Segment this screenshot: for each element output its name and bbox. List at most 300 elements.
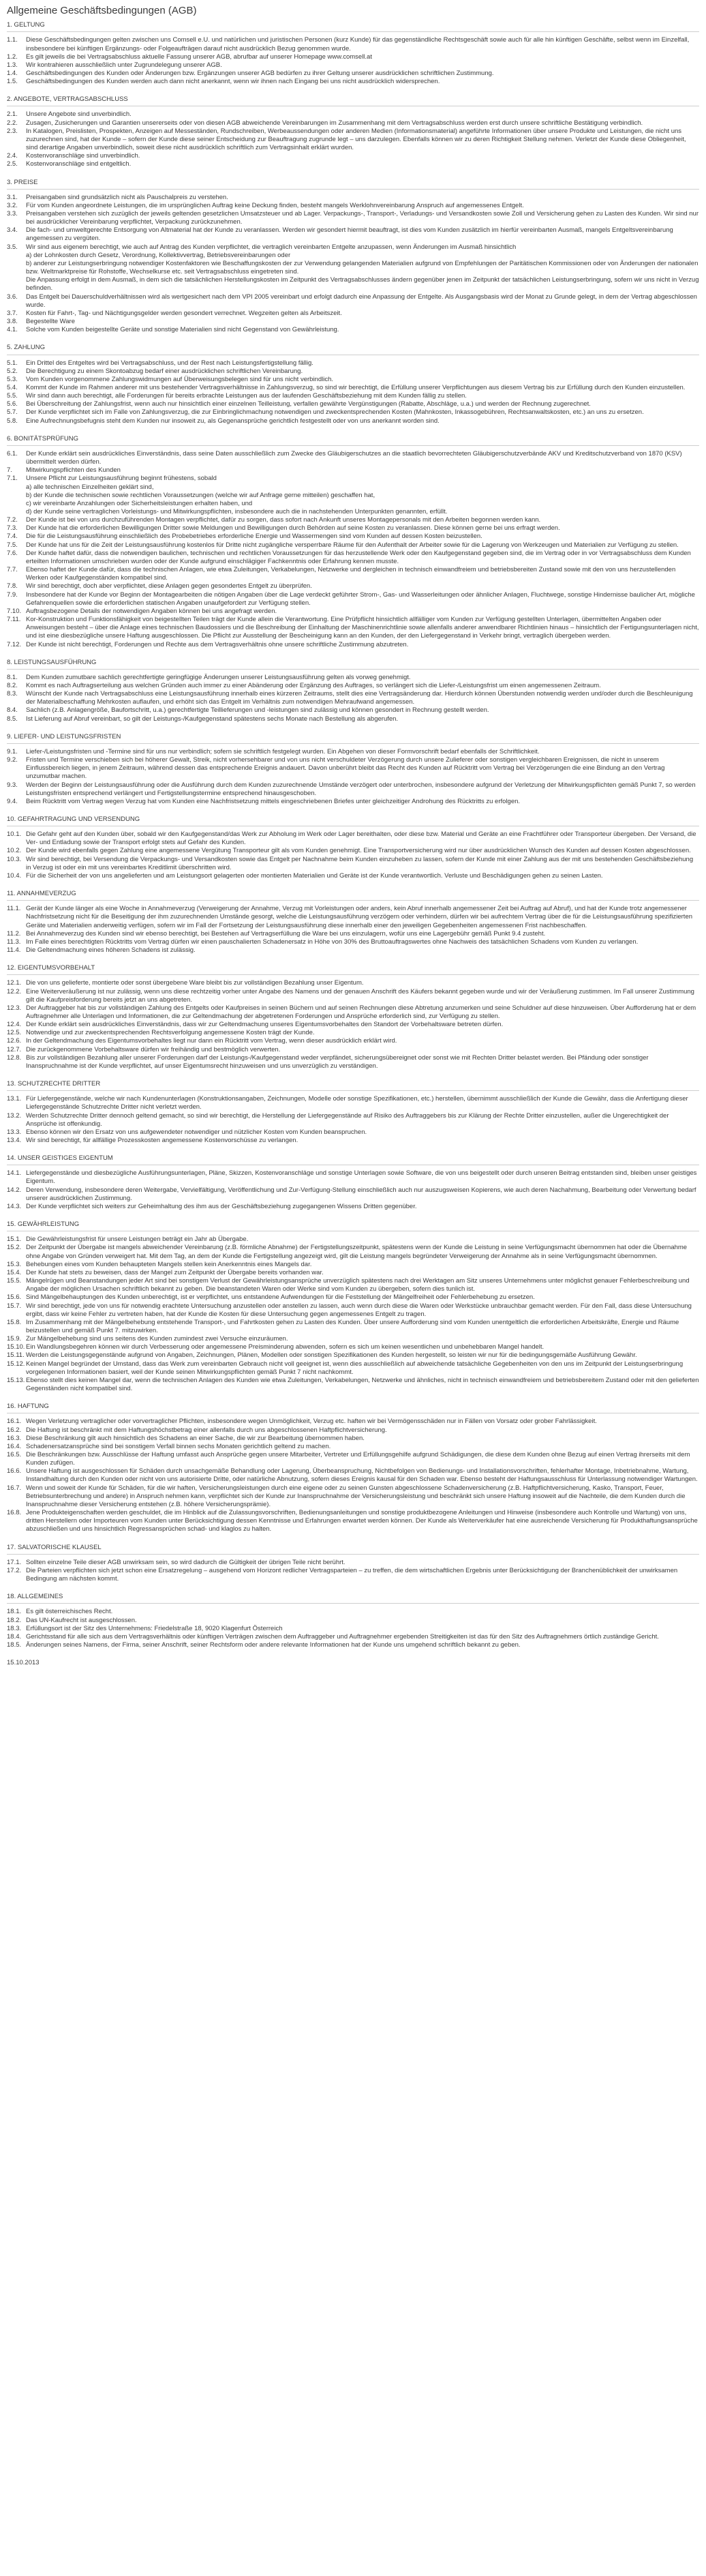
clause-item [7, 938, 699, 946]
agb-section [7, 1220, 699, 1393]
clause-number: 7.1. [7, 475, 18, 483]
section-heading: 5. ZAHLUNG [7, 344, 699, 355]
clause-text: Das Entgelt bei Dauerschuldverhältnissen wird als wertgesichert nach dem VPI 2005 vereinbart und erfolgt dadurch eine Anpassung der Entgelte. Als Ausgangsbasis wird der Monat zu Grunde gelegt, in dem der Vertrag abgeschlossen wurde. [26, 293, 697, 309]
clause-item [7, 318, 699, 326]
clause-number: 14.3. [7, 1202, 22, 1210]
clause-text: Werden die Leistungsgegenstände aufgrund von Angaben, Zeichnungen, Plänen, Modellen oder sonstigen Spezifikationen des Kunden hergestellt, so leisten wir nur für die bedingungsgemäße Ausführung Gewähr. [26, 1351, 637, 1360]
clause-list [7, 110, 699, 168]
clause-item [7, 202, 699, 210]
clause-number: 2.4. [7, 152, 18, 160]
clause-item [7, 1244, 699, 1260]
clause-text: Behebungen eines vom Kunden behaupteten Mangels stellen kein Anerkenntnis eines Mangels dar. [26, 1260, 312, 1268]
clause-item [7, 830, 699, 847]
clause-item [7, 1319, 699, 1335]
clause-text: Der Kunde erklärt sein ausdrückliches Einverständnis, dass seine Daten ausschließlich zum Zwecke des Gläubigerschutzes an die staatlich bevorrechteten Gläubigerschutzverbände AKV und Kreditschutzverband von 1870 (KSV) übermittelt werden dürfen. [26, 449, 682, 466]
clause-item [7, 566, 699, 582]
clause-item [7, 856, 699, 872]
clause-number: 15.10. [7, 1343, 25, 1351]
agb-section [7, 1593, 699, 1649]
clause-item [7, 326, 699, 334]
clause-number: 18.2. [7, 1616, 22, 1624]
clause-text: Unsere Pflicht zur Leistungsausführung beginnt frühestens, sobald a) alle technischen Einzelheiten geklärt sind, b) der Kunde die technischen sowie rechtlichen Voraussetzungen (welche wir auf Anfrage gerne mitteilen) geschaffen hat, c) wir vereinbarte Anzahlungen oder Sicherheitsleistungen erhalten haben, und d) der Kunde seine vertraglichen Vorleistungs- und Mitwirkungspflichten, insbesondere auch die in nachstehenden Unterpunkten genannten, erfüllt. [26, 475, 448, 515]
clause-item [7, 1567, 699, 1583]
agb-section [7, 344, 699, 425]
clause-text: Änderungen seines Namens, der Firma, seiner Anschrift, seiner Rechtsform oder andere relevante Informationen hat der Kunde uns umgehend schriftlich bekannt zu geben. [26, 1641, 521, 1649]
clause-item [7, 78, 699, 86]
clause-number: 15.5. [7, 1277, 22, 1285]
section-heading: 10. GEFAHRTRAGUNG UND VERSENDUNG [7, 815, 699, 826]
clause-number: 12.1. [7, 979, 22, 987]
clause-text: Erfüllungsort ist der Sitz des Unternehmens: Friedelstraße 18, 9020 Klagenfurt Österreich [26, 1624, 283, 1632]
clause-text: Diese Geschäftsbedingungen gelten zwischen uns Comsell e.U. und natürlichen und juristischen Personen (kurz Kunde) für das gegenständliche Rechtsgeschäft sowie auch für alle hin künftigen Geschäfte, selbst wenn im Einzelfall, insbesondere bei künftigen Ergänzungs- oder Folgeaufträgen darauf nicht ausdrücklich Bezug genommen wurde. [26, 36, 690, 53]
clause-text: Kor-Konstruktion und Funktionsfähigkeit von beigestellten Teilen trägt der Kunde allein die Verantwortung. Eine Prüfpflicht hinsichtlich allfälliger vom Kunden zur Verfügung gestellten Unterlagen, übermittelten Angaben oder Anweisungen besteht – über die Anlage eines technischen Baudossiers und die Beschreibung der Einhaltung der Maschinenrichtlinie sowie allenfalls anderer anwendbarer Richtlinien hinaus – hinsichtlich der Fertigungsunterlagen nicht, und ist eine diesbezügliche unsere Haftung ausgeschlossen. Die Pflicht zur Ausstellung der Bescheinigung kann an den Kunden, der den Liefergegenstand in Verkehr bringt, vertraglich übergeben werden. [26, 616, 699, 640]
clause-text: Kostenvoranschläge sind unverbindlich. [26, 152, 140, 160]
clause-text: Werden der Beginn der Leistungsausführung oder die Ausführung durch dem Kunden zuzurechnende Umstände verzögert oder unterbrochen, insbesondere aufgrund der Verletzung der Mitwirkungspflichten gemäß Punkt 7, so werden Leistungsfristen entsprechend verlängert und Fertigstellungstermine entsprechend hinausgeschoben. [26, 781, 696, 797]
clause-number: 8.1. [7, 673, 18, 681]
clause-text: Kostenvoranschläge sind entgeltlich. [26, 160, 132, 168]
clause-item [7, 1137, 699, 1145]
clause-item [7, 1335, 699, 1343]
clause-number: 11.2. [7, 929, 21, 938]
clause-item [7, 392, 699, 400]
clause-item [7, 905, 699, 929]
clause-item [7, 1484, 699, 1509]
clause-text: Preisangaben verstehen sich zuzüglich der jeweils geltenden gesetzlichen Umsatzsteuer und ab Lager. Verpackungs-, Transport-, Verladungs- und Versandkosten sowie Zoll und Versicherung gehen zu Lasten des Kunden. Wir sind nur bei ausdrücklicher Vereinbarung verpflichtet, Verpackung zurückzunehmen. [26, 210, 699, 226]
clause-text: Bei Annahmeverzug des Kunden sind wir ebenso berechtigt, bei Bestehen auf Vertragserfüllung die Ware bei uns einzulagern, wofür uns eine Lagergebühr gemäß Punkt 9.4 zusteht. [26, 929, 546, 938]
clause-number: 16.8. [7, 1509, 22, 1517]
clause-list [7, 1418, 699, 1533]
clause-text: Kosten für Fahrt-, Tag- und Nächtigungsgelder werden gesondert verrechnet. Wegzeiten gelten als Arbeitszeit. [26, 309, 342, 317]
clause-number: 6.1. [7, 449, 18, 458]
clause-item [7, 1128, 699, 1137]
clause-text: Beim Rücktritt vom Vertrag wegen Verzug hat vom Kunden eine Nachfristsetzung mittels eingeschriebenen Briefes unter gleichzeitiger Androhung des Rücktritts zu erfolgen. [26, 797, 521, 805]
clause-text: Der Zeitpunkt der Übergabe ist mangels abweichender Vereinbarung (z.B. förmliche Abnahme) der Fertigstellungszeitpunkt, spätestens wenn der Kunde die Leistung in seine Verfügungsmacht übernommen hat oder die Übernahme ohne Angabe von Gründen verweigert hat. Mit dem Tag, an dem der Kunde die Fertigstellung angezeigt wird, gilt die Leistung mangels begründeter Verweigerung der Annahme als in seine Verfügungsmacht übernommen. [26, 1244, 688, 1260]
clause-text: Ist Lieferung auf Abruf vereinbart, so gilt der Leistungs-/Kaufgegenstand spätestens sechs Monate nach Bestellung als abgerufen. [26, 715, 399, 723]
clause-number: 3.5. [7, 243, 18, 251]
clause-item [7, 466, 699, 475]
clause-list [7, 450, 699, 649]
clause-item [7, 591, 699, 608]
clause-number: 14.1. [7, 1169, 22, 1178]
clause-item [7, 1633, 699, 1641]
clause-number: 9.3. [7, 781, 18, 789]
agb-section [7, 1403, 699, 1533]
clause-number: 15.12. [7, 1360, 25, 1368]
clause-number: 15.13. [7, 1376, 25, 1384]
clause-item [7, 1261, 699, 1269]
section-heading: 12. EIGENTUMSVORBEHALT [7, 964, 699, 975]
clause-number: 7.5. [7, 541, 18, 549]
clause-item [7, 1625, 699, 1633]
clause-number: 8.4. [7, 706, 18, 715]
clause-text: Mängelrügen und Beanstandungen jeder Art sind bei sonstigem Verlust der Gewährleistungsansprüche unverzüglich spätestens nach drei Werktagen am Sitz unseres Unternehmens unter möglichst genauer Fehlerbeschreibung und Angabe der möglichen Ursachen schriftlich bekannt zu geben. Die beanstandeten Waren oder Werke sind vom Kunden zu übergeben, sofern dies tunlich ist. [26, 1277, 690, 1293]
clause-text: Sollten einzelne Teile dieser AGB unwirksam sein, so wird dadurch die Gültigkeit der übrigen Teile nicht berührt. [26, 1558, 346, 1566]
clause-text: Der Auftraggeber hat bis zur vollständigen Zahlung des Entgelts oder Kaufpreises in seinen Büchern und auf seinen Rechnungen diese Abtretung anzumerken und seine Schuldner auf diese hinzuweisen. Über Aufforderung hat er dem Auftragnehmer alle Unterlagen und Informationen, die zur Geltendmachung der abgetretenen Forderungen und Ansprüche erforderlich sind, zur Verfügung zu stellen. [26, 1004, 696, 1020]
clause-text: Insbesondere hat der Kunde vor Beginn der Montagearbeiten die nötigen Angaben über die Lage verdeckt geführter Strom-, Gas- und Wasserleitungen oder ähnlicher Anlagen, Fluchtwege, sonstige Hindernisse baulicher Art, mögliche Gefahrenquellen sowie die erforderlichen statischen Angaben unaufgefordert zur Verfügung stellen. [26, 590, 695, 607]
agb-section [7, 815, 699, 880]
clause-text: Bei Überschreitung der Zahlungsfrist, wenn auch nur hinsichtlich einer einzelnen Teilleistung, verfallen gewährte Vergünstigungen (Rabatte, Abschläge, u.a.) und werden der Rechnung zugerechnet. [26, 400, 591, 408]
clause-text: Für die Sicherheit der von uns angelieferten und am Leistungsort gelagerten oder montierten Materialien und Geräte ist der Kunde verantwortlich. Verluste und Beschädigungen gehen zu seinen Lasten. [26, 871, 603, 880]
clause-text: Kommt der Kunde im Rahmen anderer mit uns bestehender Vertragsverhältnisse in Zahlungsverzug, so sind wir berechtigt, die Erfüllung unserer Verpflichtungen aus diesem Vertrag bis zur Erfüllung durch den Kunden einzustellen. [26, 383, 686, 391]
clause-number: 12.6. [7, 1037, 22, 1045]
clause-number: 10.1. [7, 830, 22, 839]
clause-text: Im Falle eines berechtigten Rücktritts vom Vertrag dürfen wir einen pauschalierten Schadenersatz in Höhe von 30% des Bruttoauftragswertes ohne Nachweis des tatsächlichen Schadens vom Kunden zu verlangen. [26, 938, 639, 946]
clause-item [7, 70, 699, 78]
clause-text: Auftragsbezogene Details der notwendigen Angaben können bei uns angefragt werden. [26, 607, 277, 615]
clause-text: Die Haftung ist beschränkt mit dem Haftungshöchstbetrag einer allenfalls durch uns abgeschlossenen Haftpflichtversicherung. [26, 1426, 387, 1434]
clause-text: Geschäftsbedingungen des Kunden werden auch dann nicht anerkannt, wenn wir ihnen nach Eingang bei uns nicht ausdrücklich widersprechen. [26, 78, 440, 86]
clause-number: 15.11. [7, 1351, 25, 1360]
clause-item [7, 798, 699, 806]
clause-number: 16.4. [7, 1442, 22, 1450]
clause-item [7, 1186, 699, 1203]
agb-section [7, 95, 699, 168]
agb-section [7, 733, 699, 806]
clause-number: 4.1. [7, 326, 18, 334]
clause-number: 10.2. [7, 847, 22, 855]
clause-text: Gerichtsstand für alle sich aus dem Vertragsverhältnis oder künftigen Verträgen zwischen dem Auftraggeber und Auftragnehmer ergebenden Streitigkeiten ist das für den Sitz des Auftragnehmers örtlich zuständige Gericht. [26, 1632, 659, 1641]
clause-text: In Katalogen, Preislisten, Prospekten, Anzeigen auf Messeständen, Rundschreiben, Werbeaussendungen oder anderen Medien (Informationsmaterial) angeführte Informationen über unsere Produkte und Leistungen, die nicht uns zuzurechnen sind, hat der Kunde – sofern der Kunde diese seiner Entscheidung zur Beauftragung zugrunde legt – uns darzulegen. Ebenfalls können wir zu deren Richtigkeit Stellung nehmen. Verletzt der Kunde diese Obliegenheit, sind derartige Angaben unverbindlich, soweit diese nicht ausdrücklich schriftlich zum Vertragsinhalt erklärt wurden. [26, 127, 686, 152]
clause-item [7, 243, 699, 293]
clause-item [7, 847, 699, 855]
clause-number: 3.3. [7, 210, 18, 218]
clause-item [7, 516, 699, 524]
clause-text: Die fach- und umweltgerechte Entsorgung von Altmaterial hat der Kunde zu veranlassen. Werden wir gesondert hiermit beauftragt, ist dies vom Kunden zusätzlich im hierfür vereinbarten Ausmaß, mangels Entgeltsvereinbarung angemessen zu vergüten. [26, 226, 673, 243]
clause-item [7, 1203, 699, 1211]
clause-text: Der Kunde verpflichtet sich im Falle von Zahlungsverzug, die zur Einbringlichmachung notwendigen und zweckentsprechenden Kosten (Mahnkosten, Inkassogebühren, Rechtsanwaltskosten, etc.) an uns zu ersetzen. [26, 408, 644, 417]
clause-item [7, 1360, 699, 1377]
clause-text: Die von uns gelieferte, montierte oder sonst übergebene Ware bleibt bis zur vollständigen Bezahlung unser Eigentum. [26, 979, 364, 987]
section-heading: 3. PREISE [7, 179, 699, 190]
clause-item [7, 674, 699, 682]
clause-number: 12.4. [7, 1021, 22, 1029]
clause-item [7, 608, 699, 616]
agb-section [7, 890, 699, 955]
clause-text: In der Geltendmachung des Eigentumsvorbehaltes liegt nur dann ein Rücktritt vom Vertrag, wenn dieser ausdrücklich erklärt wird. [26, 1037, 397, 1045]
agb-section [7, 21, 699, 86]
clause-number: 11.3. [7, 938, 21, 946]
clause-number: 7.3. [7, 524, 18, 533]
clause-item [7, 1021, 699, 1029]
clause-item [7, 119, 699, 128]
clause-number: 15.4. [7, 1268, 22, 1276]
clause-list [7, 1608, 699, 1649]
section-heading: 8. LEISTUNGSAUSFÜHRUNG [7, 659, 699, 670]
clause-text: Die Geltendmachung eines höheren Schadens ist zulässig. [26, 946, 196, 955]
clause-number: 3.4. [7, 226, 18, 235]
clause-item [7, 1641, 699, 1649]
clause-text: Vom Kunden vorgenommene Zahlungswidmungen auf Überweisungsbelegen sind für uns nicht verbindlich. [26, 375, 333, 383]
clause-text: Liefergegenstände und diesbezügliche Ausführungsunterlagen, Pläne, Skizzen, Kostenvoranschläge und sonstige Unterlagen sowie Software, die von uns beigestellt oder durch unseren Beitrag entstanden sind, bleiben unser geistiges Eigentum. [26, 1169, 697, 1186]
clause-item [7, 1269, 699, 1277]
clause-item [7, 550, 699, 566]
clause-text: Die Gefahr geht auf den Kunden über, sobald wir den Kaufgegenstand/das Werk zur Abholung im Werk oder Lager bereithalten, oder diese bzw. Material und Geräte an eine Frachtführer oder Transporteur übergeben. Der Versand, die Ver- und Entladung sowie der Transport erfolgt stets auf Gefahr des Kunden. [26, 830, 696, 847]
agb-section [7, 659, 699, 723]
clause-text: Bis zur vollständigen Bezahlung aller unserer Forderungen darf der Leistungs-/Kaufgegenstand weder verpfändet, sicherungsübereignet oder sonst wie mit Rechten Dritter belastet werden. Bei Pfändung oder sonstiger Inanspruchnahme ist der Kunde verpflichtet, auf unser Eigentumsrecht hinzuweisen und uns unverzüglich zu verständigen. [26, 1053, 649, 1070]
clause-text: Es gilt österreichisches Recht. [26, 1608, 113, 1616]
clause-text: Zusagen, Zusicherungen und Garantien unsererseits oder von diesen AGB abweichende Vereinbarungen im Zusammenhang mit dem Vertragsabschluss werden erst durch unsere schriftliche Bestätigung verbindlich. [26, 119, 643, 127]
clause-item [7, 979, 699, 987]
clause-item [7, 36, 699, 53]
clause-number: 18.4. [7, 1632, 22, 1641]
clause-item [7, 160, 699, 168]
clause-text: Das UN-Kaufrecht ist ausgeschlossen. [26, 1616, 137, 1624]
page-title: Allgemeine Geschäftsbedingungen (AGB) [7, 5, 197, 16]
clause-number: 5.2. [7, 367, 18, 375]
clause-number: 8.3. [7, 690, 18, 698]
clause-number: 7.6. [7, 549, 18, 557]
clause-text: Der Kunde hat stets zu beweisen, dass der Mangel zum Zeitpunkt der Übergabe bereits vorhanden war. [26, 1268, 324, 1276]
clause-item [7, 781, 699, 798]
clause-number: 14.2. [7, 1186, 22, 1194]
clause-number: 2.2. [7, 119, 18, 127]
clause-text: Der Kunde haftet dafür, dass die notwendigen baulichen, technischen und rechtlichen Voraussetzungen für das herzustellende Werk oder den Kaufgegenstand gegeben sind, die im Vertrag oder in vor Vertragsabschluss dem Kunden erteilten Informationen umschrieben wurden oder der Kunde aufgrund einschlägiger Fachkenntnis oder Erfahrung kennen musste. [26, 549, 691, 565]
section-heading: 14. UNSER GEISTIGES EIGENTUM [7, 1154, 699, 1165]
clause-item [7, 988, 699, 1004]
section-heading: 15. GEWÄHRLEISTUNG [7, 1220, 699, 1231]
clause-text: Gerät der Kunde länger als eine Woche in Annahmeverzug (Verweigerung der Annahme, Verzug mit Vorleistungen oder anders, kein Abruf innerhalb angemessener Zeit bei Auftrag auf Abruf), und hat der Kunde trotz angemessener Nachfristsetzung nicht für die Beseitigung der ihm zuzurechnenden Umstände gesorgt, welche die Leistungsausführung verzögern oder verhindern, dürfen wir bei aufrechtem Vertrag über die für die Leistungsausführung spezifizierten Geräte und Materialien anderweitig verfügen, sofern wir im Fall der Fortsetzung der Leistungsausführung diese innerhalb einer den jeweiligen Gegebenheiten angemessenen Frist nachbeschaffen. [26, 905, 693, 929]
clause-text: Wir sind berechtigt, jede von uns für notwendig erachtete Untersuchung anzustellen oder anstellen zu lassen, auch wenn durch diese die Waren oder Werkstücke unbrauchbar gemacht werden. Für den Fall, dass diese Untersuchung ergibt, dass wir keine Fehler zu vertreten haben, hat der Kunde die Kosten für diese Untersuchung gegen angemessenes Entgelt zu tragen. [26, 1302, 692, 1318]
clause-list [7, 36, 699, 86]
agb-section [7, 435, 699, 649]
clause-item [7, 376, 699, 384]
clause-number: 7.9. [7, 590, 18, 599]
clause-item [7, 384, 699, 392]
clause-number: 5.7. [7, 408, 18, 417]
clause-number: 15.7. [7, 1302, 22, 1310]
clause-text: Jene Produkteigenschaften werden geschuldet, die im Hinblick auf die Zulassungsvorschriften, Bedienungsanleitungen und sonstige produktbezogene Anleitungen und Hinweise (insbesondere auch Kontrolle und Wartung) von uns, dritten Herstellern oder Importeuren vom Kunden unter Berücksichtigung dessen Kenntnisse und Erfahrungen erwartet werden können. Der Kunde als Weiterverkäufer hat eine ausreichende Versicherung für Produkthaftungsansprüche abzuschließen und uns hinsichtlich Regressansprüchen schad- und klaglos zu halten. [26, 1509, 698, 1533]
clause-number: 7.2. [7, 516, 18, 524]
clause-list [7, 905, 699, 955]
clause-item [7, 400, 699, 408]
clause-number: 7.11. [7, 616, 21, 624]
clause-item [7, 1302, 699, 1319]
clause-number: 15.6. [7, 1293, 22, 1302]
clause-item [7, 1351, 699, 1360]
clause-number: 16.5. [7, 1451, 22, 1458]
document-date: 15.10.2013 [7, 1659, 40, 1667]
clause-item [7, 690, 699, 706]
clause-number: 16.7. [7, 1484, 22, 1492]
clause-text: Die für die Leistungsausführung einschließlich des Probebetriebes erforderliche Energie und Wassermengen sind vom Kunden auf dessen Kosten beizustellen. [26, 533, 482, 541]
clause-item [7, 210, 699, 226]
clause-list [7, 979, 699, 1070]
clause-text: Wir sind berechtigt, für allfällige Prozesskosten angemessene Kostenvorschüsse zu verlangen. [26, 1137, 298, 1144]
clause-text: Der Kunde erklärt sein ausdrückliches Einverständnis, dass wir zur Geltendmachung unseres Eigentumsvorbehaltes den Standort der Vorbehaltsware betreten dürfen. [26, 1021, 504, 1029]
clause-number: 15.2. [7, 1244, 22, 1252]
clause-list [7, 359, 699, 425]
clause-item [7, 1418, 699, 1426]
clause-number: 15.3. [7, 1260, 22, 1268]
clause-item [7, 582, 699, 590]
clause-text: Diese Beschränkung gilt auch hinsichtlich des Schadens an einer Sache, die wir zur Bearbeitung übernommen haben. [26, 1434, 365, 1442]
clause-number: 8.2. [7, 681, 18, 689]
clause-item [7, 359, 699, 368]
clause-number: 8.5. [7, 715, 18, 723]
clause-item [7, 715, 699, 723]
clause-item [7, 1112, 699, 1128]
clause-text: Notwendige und zur zweckentsprechenden Rechtsverfolgung angemessene Kosten trägt der Kunde. [26, 1029, 315, 1037]
clause-number: 3.1. [7, 193, 18, 201]
clause-item [7, 1343, 699, 1351]
clause-number: 15.8. [7, 1318, 22, 1326]
clause-item [7, 1054, 699, 1070]
clause-item [7, 1443, 699, 1451]
clause-number: 2.1. [7, 110, 18, 119]
clause-item [7, 1169, 699, 1186]
agb-section [7, 1544, 699, 1584]
clause-text: Liefer-/Leistungsfristen und -Termine sind für uns nur verbindlich; sofern sie schriftlich festgelegt wurden. Ein Abgehen von dieser Formvorschrift bedarf ebenfalls der Schriftlichkeit. [26, 747, 540, 755]
clause-item [7, 930, 699, 938]
clause-number: 18.3. [7, 1624, 22, 1632]
clause-item [7, 756, 699, 781]
clause-text: Sachlich (z.B. Anlagengröße, Baufortschritt, u.a.) gerechtfertigte Teillieferungen und -leistungen sind zulässig und können gesondert in Rechnung gestellt werden. [26, 706, 489, 715]
section-heading: 18. ALLGEMEINES [7, 1593, 699, 1604]
clause-number: 17.2. [7, 1566, 22, 1574]
clause-text: Ebenso haftet der Kunde dafür, dass die technischen Anlagen, wie etwa Zuleitungen, Verkabelungen, Netzwerke und dergleichen in technisch einwandfreiem und betriebsbereiten Zustand sowie mit den von uns herzustellenden Werken oder Kaufgegenständen kompatibel sind. [26, 566, 676, 582]
clause-item [7, 226, 699, 243]
section-heading: 16. HAFTUNG [7, 1403, 699, 1413]
clause-item [7, 1004, 699, 1021]
clause-text: Deren Verwendung, insbesondere deren Weitergabe, Vervielfältigung, Veröffentlichung und Zur-Verfügung-Stellung einschließlich auch nur auszugsweisen Kopierens, wie auch deren Nachahmung, Bearbeitung oder Verwertung bedarf unserer ausdrücklichen Zustimmung. [26, 1186, 696, 1202]
clause-text: Geschäftsbedingungen des Kunden oder Änderungen bzw. Ergänzungen unserer AGB bedürfen zu ihrer Geltung unserer ausdrücklichen schriftlichen Zustimmung. [26, 69, 494, 77]
clause-item [7, 533, 699, 541]
clause-text: Zur Mängelbehebung sind uns seitens des Kunden zumindest zwei Versuche einzuräumen. [26, 1335, 288, 1343]
clause-number: 11.4. [7, 946, 21, 955]
clause-number: 1.4. [7, 69, 18, 77]
clause-text: Es gilt jeweils die bei Vertragsabschluss aktuelle Fassung unserer AGB, abrufbar auf unserer Homepage www.comsell.at [26, 53, 372, 61]
clause-number: 5.6. [7, 400, 18, 408]
clause-item [7, 110, 699, 119]
clause-text: Mitwirkungspflichten des Kunden [26, 466, 121, 475]
clause-text: Der Kunde wird ebenfalls gegen Zahlung eine angemessene Vergütung Transporteur gilt als vom Kunden genehmigt. Eine Transportversicherung wird nur über ausdrücklichen Wunsch des Kunden auf dessen Kosten abgeschlossen. [26, 847, 691, 855]
clause-text: Die Parteien verpflichten sich jetzt schon eine Ersatzregelung – ausgehend vom Horizont redlicher Vertragsparteien – zu treffen, die dem wirtschaftlichen Ergebnis unter Berücksichtigung der Branchenüblichkeit der unwirksamen Bedingung am nächsten kommt. [26, 1566, 678, 1583]
clause-item [7, 616, 699, 640]
clause-item [7, 872, 699, 880]
clause-number: 12.7. [7, 1045, 22, 1053]
clause-item [7, 1037, 699, 1045]
agb-section [7, 964, 699, 1070]
clause-number: 17.1. [7, 1558, 22, 1566]
clause-text: Unsere Angebote sind unverbindlich. [26, 110, 132, 119]
clause-number: 3.6. [7, 293, 18, 301]
clause-number: 3.8. [7, 318, 18, 326]
clause-text: Ein Wandlungsbegehren können wir durch Verbesserung oder angemessene Preisminderung abwenden, sofern es sich um keinen wesentlichen und unbehebbaren Mangel handelt. [26, 1343, 544, 1351]
clause-item [7, 682, 699, 690]
clause-number: 12.5. [7, 1029, 22, 1037]
clause-list [7, 748, 699, 806]
clause-item [7, 946, 699, 955]
clause-text: Preisangaben sind grundsätzlich nicht als Pauschalpreis zu verstehen. [26, 193, 228, 201]
clause-number: 13.4. [7, 1137, 22, 1144]
clause-text: Wenn und soweit der Kunde für Schäden, für die wir haften, Versicherungsleistungen durch eine eigene oder zu seinen Gunsten abgeschlossene Schadenversicherung (z.B. Haftpflichtversicherung, Kasko, Transport, Feuer, Betriebsunterbrechung und andere) in Anspruch nehmen kann, verpflichtet sich der Kunde zur Inanspruchnahme der Versicherungsleistung und beschränkt sich unsere Haftung insoweit auf die Nachteile, die dem Kunden durch die Inanspruchnahme dieser Versicherung entstehen (z.B. höhere Versicherungsprämie). [26, 1484, 686, 1508]
clause-item [7, 310, 699, 318]
clause-number: 7.8. [7, 582, 18, 590]
agb-section [7, 179, 699, 335]
clause-list [7, 1235, 699, 1393]
clause-list [7, 830, 699, 880]
clause-number: 10.4. [7, 871, 22, 880]
clause-text: Eine Aufrechnungsbefugnis steht dem Kunden nur insoweit zu, als Gegenansprüche gerichtlich festgestellt oder von uns anerkannt worden sind. [26, 417, 440, 425]
clause-text: Eine Weiterveräußerung ist nur zulässig, wenn uns diese rechtzeitig vorher unter Angabe des Namens und der genauen Anschrift des Käufers bekannt gegeben wurde und wir der Veräußerung zustimmen. Im Fall unserer Zustimmung gilt die Kaufpreisforderung bereits jetzt an uns abgetreten. [26, 987, 694, 1004]
clause-number: 5.4. [7, 383, 18, 391]
clause-item [7, 1046, 699, 1054]
clause-list [7, 674, 699, 723]
clause-item [7, 1451, 699, 1467]
clause-list [7, 1095, 699, 1145]
clause-item [7, 1617, 699, 1625]
clause-number: 3.7. [7, 309, 18, 317]
clause-item [7, 417, 699, 425]
clause-text: Fristen und Termine verschieben sich bei höherer Gewalt, Streik, nicht vorhersehbarer und von uns nicht verschuldeter Verzögerung durch unsere Zulieferer oder sonstigen vergleichbaren Ereignissen, die nicht in unserem Einflussbereich liegen, in jenem Zeitraum, während dessen das entsprechende Ereignis andauert. Davon unberührt bleibt das Recht des Kunden auf Rücktritt vom Vertrag bei Verzögerungen die eine Bindung an den Vertrag unzumutbar machen. [26, 756, 665, 781]
clause-number: 3.2. [7, 201, 18, 209]
clause-number: 18.5. [7, 1641, 22, 1649]
clause-item [7, 641, 699, 649]
clause-text: Begestellte Ware [26, 318, 75, 326]
clause-number: 5.3. [7, 375, 18, 383]
clause-number: 9.4. [7, 797, 18, 805]
clause-item [7, 293, 699, 310]
clause-item [7, 450, 699, 466]
clause-item [7, 1608, 699, 1616]
clause-number: 11.1. [7, 905, 21, 913]
clause-number: 16.2. [7, 1426, 22, 1434]
clause-number: 18.1. [7, 1608, 22, 1616]
clause-text: Sind Mängelbehauptungen des Kunden unberechtigt, ist er verpflichtet, uns entstandene Aufwendungen für die Feststellung der Mängelfreiheit oder Fehlerbehebung zu ersetzen. [26, 1293, 535, 1302]
clause-number: 1.1. [7, 36, 18, 44]
clause-item [7, 475, 699, 516]
clause-text: Wir sind dann auch berechtigt, alle Forderungen für bereits erbrachte Leistungen aus der laufenden Geschäftsbeziehung mit dem Kunden fällig zu stellen. [26, 392, 467, 400]
clause-item [7, 194, 699, 202]
clause-text: Für Liefergegenstände, welche wir nach Kundenunterlagen (Konstruktionsangaben, Zeichnungen, Modelle oder sonstige Spezifikationen, etc.) herstellen, übernimmt ausschließlich der Kunde die Gewähr, dass die Anfertigung dieser Liefergegenstände Schutzrechte Dritter nicht verletzt werden. [26, 1095, 688, 1111]
clause-item [7, 408, 699, 417]
clause-text: Die zurückgenommene Vorbehaltsware dürfen wir freihändig und bestmöglich verwerten. [26, 1045, 281, 1053]
clause-item [7, 1559, 699, 1567]
clause-text: Wir kontrahieren ausschließlich unter Zugrundelegung unserer AGB. [26, 61, 222, 69]
clause-text: Kommt es nach Auftragserteilung aus welchen Gründen auch immer zu einer Abänderung oder Ergänzung des Auftrages, so verlängert sich die Liefer-/Leistungsfrist um einen angemessenen Zeitraum. [26, 681, 601, 689]
clause-item [7, 152, 699, 160]
agb-section [7, 1154, 699, 1211]
section-heading: 6. BONITÄTSPRÜFUNG [7, 435, 699, 446]
clause-number: 7.4. [7, 533, 18, 541]
clause-text: Wir sind aus eigenem berechtigt, wie auch auf Antrag des Kunden verpflichtet, die vertraglich vereinbarten Entgelte anzupassen, wenn Änderungen im Ausmaß hinsichtlich a) der Lohnkosten durch Gesetz, Verordnung, Kollektivvertrag, Betriebsvereinbarungen oder b) anderer zur Leistungserbringung notwendiger Kostenfaktoren wie Beschaffungskosten der zur Verwendung gelangenden Materialien aufgrund von Empfehlungen der Paritätischen Kommissionen oder von Änderungen der nationalen bzw. Weltmarktpreise für Rohstoffe, Wechselkurse etc. seit Vertragsabschluss eingetreten sind. Die Anpassung erfolgt in dem Ausmaß, in dem sich die tatsächlichen Herstellungskosten im Zeitpunkt des Vertragsabschlusses ändern gegenüber jenen im Zeitpunkt der tatsächlichen Leistungserbringung, sofern wir uns nicht in Verzug befinden. [26, 243, 699, 293]
clause-list [7, 1169, 699, 1211]
clause-text: Für vom Kunden angeordnete Leistungen, die im ursprünglichen Auftrag keine Deckung finden, besteht mangels Werklohnvereinbarung Anspruch auf angemessenes Entgelt. [26, 201, 524, 209]
clause-item [7, 706, 699, 715]
clause-number: 13.1. [7, 1095, 22, 1103]
clause-number: 15.1. [7, 1235, 22, 1244]
clause-item [7, 1029, 699, 1037]
clause-text: Der Kunde ist nicht berechtigt, Forderungen und Rechte aus dem Vertragsverhältnis ohne unsere schriftliche Zustimmung abzutreten. [26, 640, 409, 648]
section-heading: 11. ANNAHMEVERZUG [7, 890, 699, 901]
clause-text: Der Kunde verpflichtet sich weiters zur Geheimhaltung des ihm aus der Geschäftsbeziehung zugegangenen Wissens Dritten gegenüber. [26, 1202, 417, 1210]
clause-text: Die Beschränkungen bzw. Ausschlüsse der Haftung umfasst auch Ansprüche gegen unsere Mitarbeiter, Vertreter und Erfüllungsgehilfe aufgrund Schädigungen, die diese dem Kunden ohne Bezug auf einen Vertrag ihrerseits mit dem Kunden zufügen. [26, 1451, 690, 1467]
clause-number: 7.10. [7, 607, 22, 615]
clause-item [7, 1235, 699, 1244]
clause-text: Ebenso stellt dies keinen Mangel dar, wenn die technischen Anlagen des Kunden wie etwa Zuleitungen, Verkabelungen, Netzwerke und ähnliches, nicht in technisch einwandfreiem und betriebsbereitem Zustand oder mit den gelieferten Gegenständen nicht kompatibel sind. [26, 1376, 699, 1393]
clause-number: 7.12. [7, 640, 22, 648]
clause-number: 2.3. [7, 127, 18, 135]
section-heading: 17. SALVATORISCHE KLAUSEL [7, 1544, 699, 1555]
clause-number: 15.9. [7, 1335, 22, 1343]
clause-text: Ein Drittel des Entgeltes wird bei Vertragsabschluss, und der Rest nach Leistungsfertigstellung fällig. [26, 359, 313, 367]
clause-text: Dem Kunden zumutbare sachlich gerechtfertigte geringfügige Änderungen unserer Leistungsausführung gelten als vorweg genehmigt. [26, 673, 411, 681]
section-heading: 9. LIEFER- UND LEISTUNGSFRISTEN [7, 733, 699, 744]
clause-text: Die Gewährleistungsfrist für unsere Leistungen beträgt ein Jahr ab Übergabe. [26, 1235, 249, 1244]
clause-number: 5.5. [7, 392, 18, 400]
agb-section [7, 1080, 699, 1145]
clause-number: 7. [7, 466, 12, 475]
